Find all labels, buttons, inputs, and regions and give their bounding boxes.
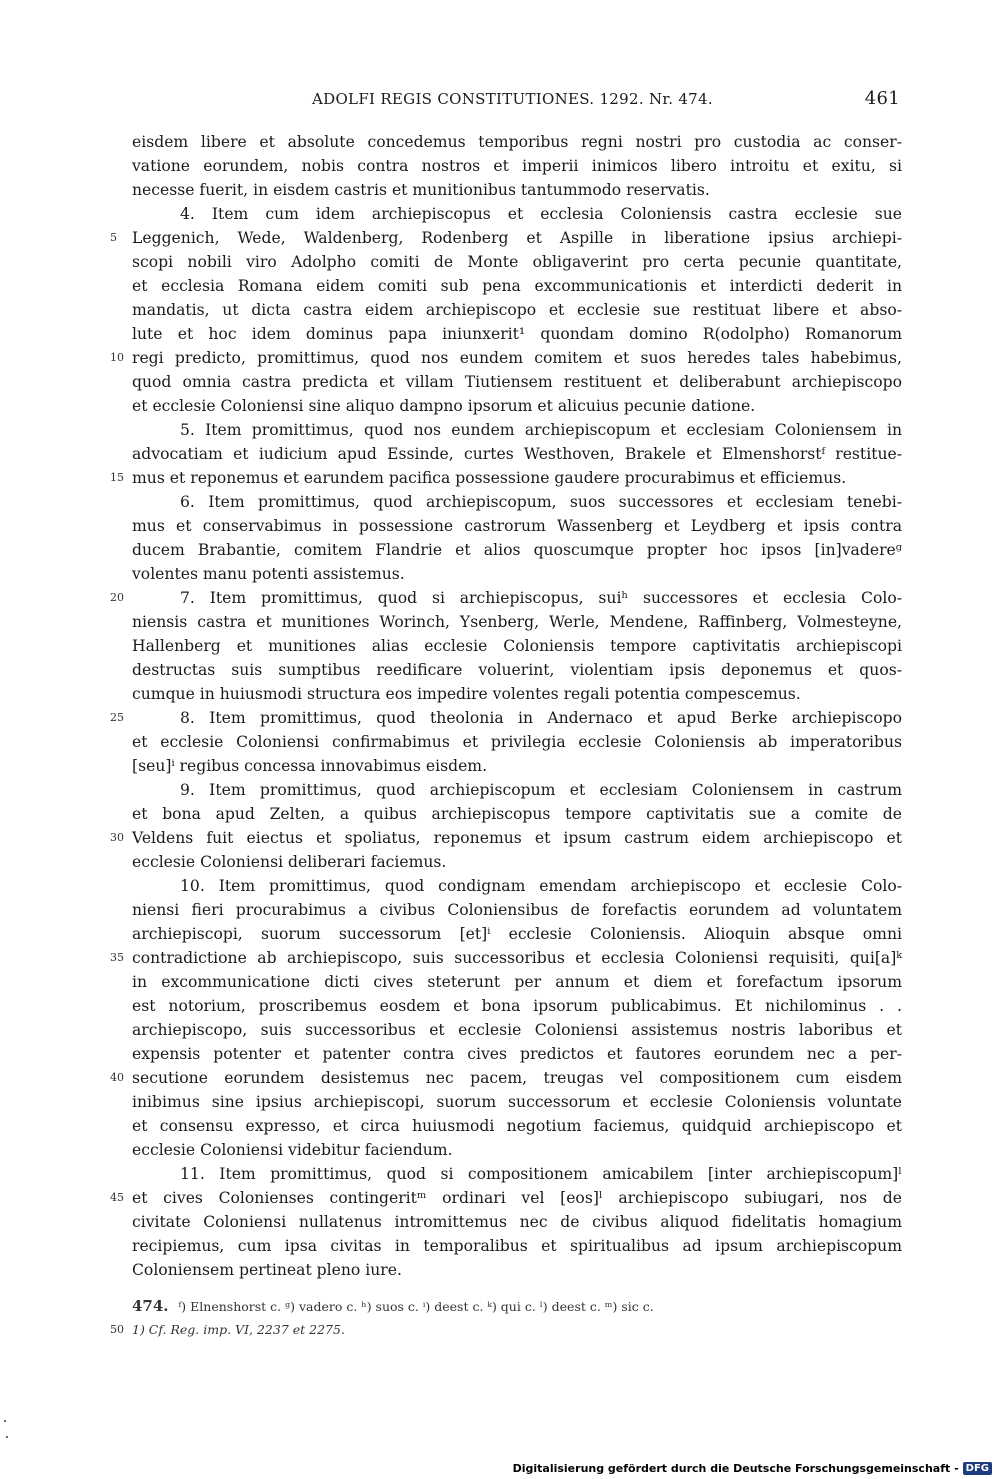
line-number: 40 [110, 1071, 124, 1084]
text-line [110, 1066, 902, 1090]
text-line [132, 274, 902, 298]
text-line [132, 970, 902, 994]
line-text: regi predicto, promittimus, quod nos eundem comitem et suos heredes tales habebimus, [132, 349, 902, 367]
text-line [132, 154, 902, 178]
scan-speck [4, 1420, 6, 1422]
line-text: civitate Coloniensi nullatenus intromittemus nec de civibus aliquod fidelitatis homagium [132, 1213, 902, 1231]
text-line [132, 394, 902, 418]
line-text: inibimus sine ipsius archiepiscopi, suorum successorum et ecclesie Coloniensis voluntate [132, 1093, 902, 1111]
text-line [110, 586, 902, 610]
line-number: 35 [110, 951, 124, 964]
text-line [132, 682, 902, 706]
text-line [132, 850, 902, 874]
text-line [132, 1018, 902, 1042]
line-text: in excommunicatione dicti cives steterunt per annum et diem et forefactum ipsorum [132, 973, 902, 991]
line-text: contradictione ab archiepiscopo, suis successoribus et ecclesia Coloniensi requisiti, qui[a]ᵏ [132, 949, 902, 967]
line-text: scopi nobili viro Adolpho comiti de Monte obligaverint pro certa pecunie quantitate, [132, 253, 902, 271]
line-text: necesse fuerit, in eisdem castris et munitionibus tantummodo reservatis. [132, 181, 710, 199]
text-line [132, 202, 902, 226]
line-text: recipiemus, cum ipsa civitas in temporalibus et spiritualibus ad ipsum archiepiscopum [132, 1237, 902, 1255]
line-text: et bona apud Zelten, a quibus archiepiscopus tempore captivitatis sue a comite de [132, 805, 902, 823]
line-text: et ecclesia Romana eidem comiti sub pena excommunicationis et interdicti dederit in [132, 277, 902, 295]
text-line [132, 1114, 902, 1138]
text-line [132, 922, 902, 946]
line-text: Veldens fuit eiectus et spoliatus, reponemus et ipsum castrum eidem archiepiscopo et [132, 829, 902, 847]
line-text: 4. Item cum idem archiepiscopus et ecclesia Coloniensis castra ecclesie sue [180, 205, 902, 223]
text-line [132, 634, 902, 658]
text-line [132, 514, 902, 538]
text-line [110, 226, 902, 250]
line-text: archiepiscopo, suis successoribus et ecclesie Coloniensi assistemus nostris laboribus et [132, 1021, 902, 1039]
text-line [110, 946, 902, 970]
line-text: advocatiam et iudicium apud Essinde, curtes Westhoven, Brakele et Elmenshorstᶠ restitue- [132, 445, 902, 463]
text-line [110, 826, 902, 850]
text-line [132, 130, 902, 154]
line-text: mandatis, ut dicta castra eidem archiepiscopo et ecclesie sue restituat libere et abso- [132, 301, 902, 319]
digitization-credit [513, 1462, 992, 1475]
credit-text: Digitalisierung gefördert durch die Deutsche Forschungsgemeinschaft - [512, 1462, 959, 1475]
scan-speck [6, 1436, 8, 1438]
text-line [132, 562, 902, 586]
dfg-logo-icon: DFG [963, 1462, 992, 1475]
line-text: Coloniensem pertineat pleno iure. [132, 1261, 402, 1279]
text-line [132, 298, 902, 322]
line-text: et consensu expresso, et circa huiusmodi negotium faciemus, quidquid archiepiscopo et [132, 1117, 902, 1135]
text-line [132, 1138, 902, 1162]
line-text: mus et conservabimus in possessione castrorum Wassenberg et Leydberg et ipsis contra [132, 517, 902, 535]
text-line [132, 610, 902, 634]
line-text: ecclesie Coloniensi deliberari faciemus. [132, 853, 447, 871]
line-text: [seu]ⁱ regibus concessa innovabimus eisdem. [132, 757, 488, 775]
text-line [132, 778, 902, 802]
text-line [132, 250, 902, 274]
line-text: 10. Item promittimus, quod condignam emendam archiepiscopo et ecclesie Colo- [180, 877, 902, 895]
line-number: 30 [110, 831, 124, 844]
apparatus [110, 1294, 902, 1342]
text-line [132, 370, 902, 394]
text-line [110, 346, 902, 370]
text-line [132, 1258, 902, 1282]
text-line [132, 802, 902, 826]
line-text: 7. Item promittimus, quod si archiepiscopus, suiʰ successores et ecclesia Colo- [180, 589, 902, 607]
text-line [132, 418, 902, 442]
line-number: 45 [110, 1191, 124, 1204]
line-text: archiepiscopi, suorum successorum [et]ⁱ ecclesie Coloniensis. Alioquin absque omni [132, 925, 902, 943]
line-number: 25 [110, 711, 124, 724]
footnote [110, 1318, 902, 1342]
text-line [110, 706, 902, 730]
text-line [132, 994, 902, 1018]
line-text: 11. Item promittimus, quod si compositionem amicabilem [inter archiepiscopum]ˡ [180, 1165, 902, 1183]
text-line [110, 466, 902, 490]
line-text: 5. Item promittimus, quod nos eundem archiepiscopum et ecclesiam Coloniensem in [180, 421, 902, 439]
variant-notes [132, 1294, 902, 1318]
line-text: et ecclesie Coloniensi confirmabimus et privilegia ecclesie Coloniensis ab imperatoribus [132, 733, 902, 751]
line-text: secutione eorundem desistemus nec pacem, treugas vel compositionem cum eisdem [132, 1069, 902, 1087]
body-text [110, 130, 902, 1282]
line-text: destructas suis sumptibus reedificare voluerint, violentiam ipsis deponemus et quos- [132, 661, 902, 679]
running-title: ADOLFI REGIS CONSTITUTIONES. 1292. Nr. 474. [312, 90, 713, 108]
text-line [132, 898, 902, 922]
line-text: lute et hoc idem dominus papa iniunxerit¹ quondam domino R(odolpho) Romanorum [132, 325, 902, 343]
text-line [110, 1186, 902, 1210]
text-line [132, 442, 902, 466]
text-line [132, 658, 902, 682]
line-text: ecclesie Coloniensi videbitur faciendum. [132, 1141, 453, 1159]
variants-number: 474. [132, 1297, 169, 1315]
text-line [132, 1162, 902, 1186]
line-text: et cives Colonienses contingeritᵐ ordinari vel [eos]ˡ archiepiscopo subiugari, nos de [132, 1189, 902, 1207]
footnote-text: 1) Cf. Reg. imp. VI, 2237 et 2275. [132, 1322, 345, 1337]
line-number: 50 [110, 1323, 124, 1336]
text-line [132, 178, 902, 202]
line-text: quod omnia castra predicta et villam Tiutiensem restituent et deliberabunt archiepiscopo [132, 373, 902, 391]
line-text: eisdem libere et absolute concedemus temporibus regni nostri pro custodia ac conser- [132, 133, 902, 151]
text-line [132, 1210, 902, 1234]
line-text: 9. Item promittimus, quod archiepiscopum et ecclesiam Coloniensem in castrum [180, 781, 902, 799]
line-text: mus et reponemus et earundem pacifica possessione gaudere procurabimus et efficiemus. [132, 469, 847, 487]
line-text: niensis castra et munitiones Worinch, Ysenberg, Werle, Mendene, Raffinberg, Volmesteyne, [132, 613, 902, 631]
text-line [132, 1042, 902, 1066]
text-line [132, 1090, 902, 1114]
line-text: expensis potenter et patenter contra cives predictos et fautores eorundem nec a per- [132, 1045, 902, 1063]
text-line [132, 754, 902, 778]
text-line [132, 490, 902, 514]
line-text: et ecclesie Coloniensi sine aliquo dampno ipsorum et alicuius pecunie datione. [132, 397, 756, 415]
line-number: 5 [110, 231, 117, 244]
text-line [132, 538, 902, 562]
line-text: vatione eorundem, nobis contra nostros et imperii inimicos libero introitu et exitu, si [132, 157, 902, 175]
line-text: ducem Brabantie, comitem Flandrie et alios quoscumque propter hoc ipsos [in]vadereᵍ [132, 541, 902, 559]
line-number: 20 [110, 591, 124, 604]
line-text: 8. Item promittimus, quod theolonia in Andernaco et apud Berke archiepiscopo [180, 709, 902, 727]
line-number: 10 [110, 351, 124, 364]
line-text: niensi fieri procurabimus a civibus Coloniensibus de forefactis eorundem ad voluntatem [132, 901, 902, 919]
text-line [132, 322, 902, 346]
text-line [132, 730, 902, 754]
line-text: est notorium, proscribemus eosdem et bona ipsorum publicabimus. Et nichilominus . . [132, 997, 902, 1015]
line-text: 6. Item promittimus, quod archiepiscopum, suos successores et ecclesiam tenebi- [180, 493, 902, 511]
line-text: cumque in huiusmodi structura eos impedire volentes regali potentia compescemus. [132, 685, 801, 703]
line-number: 15 [110, 471, 124, 484]
line-text: Leggenich, Wede, Waldenberg, Rodenberg et Aspille in liberatione ipsius archiepi- [132, 229, 902, 247]
variant-readings: ᶠ) Elnenshorst c. ᵍ) vadero c. ʰ) suos c. ⁱ) deest c. ᵏ) qui c. ˡ) deest c. ᵐ) sic c. [178, 1299, 654, 1314]
line-text: Hallenberg et munitiones alias ecclesie Coloniensis tempore captivitatis archiepiscopi [132, 637, 902, 655]
line-text: volentes manu potenti assistemus. [132, 565, 405, 583]
text-line [132, 874, 902, 898]
text-line [132, 1234, 902, 1258]
page-number: 461 [864, 88, 900, 109]
